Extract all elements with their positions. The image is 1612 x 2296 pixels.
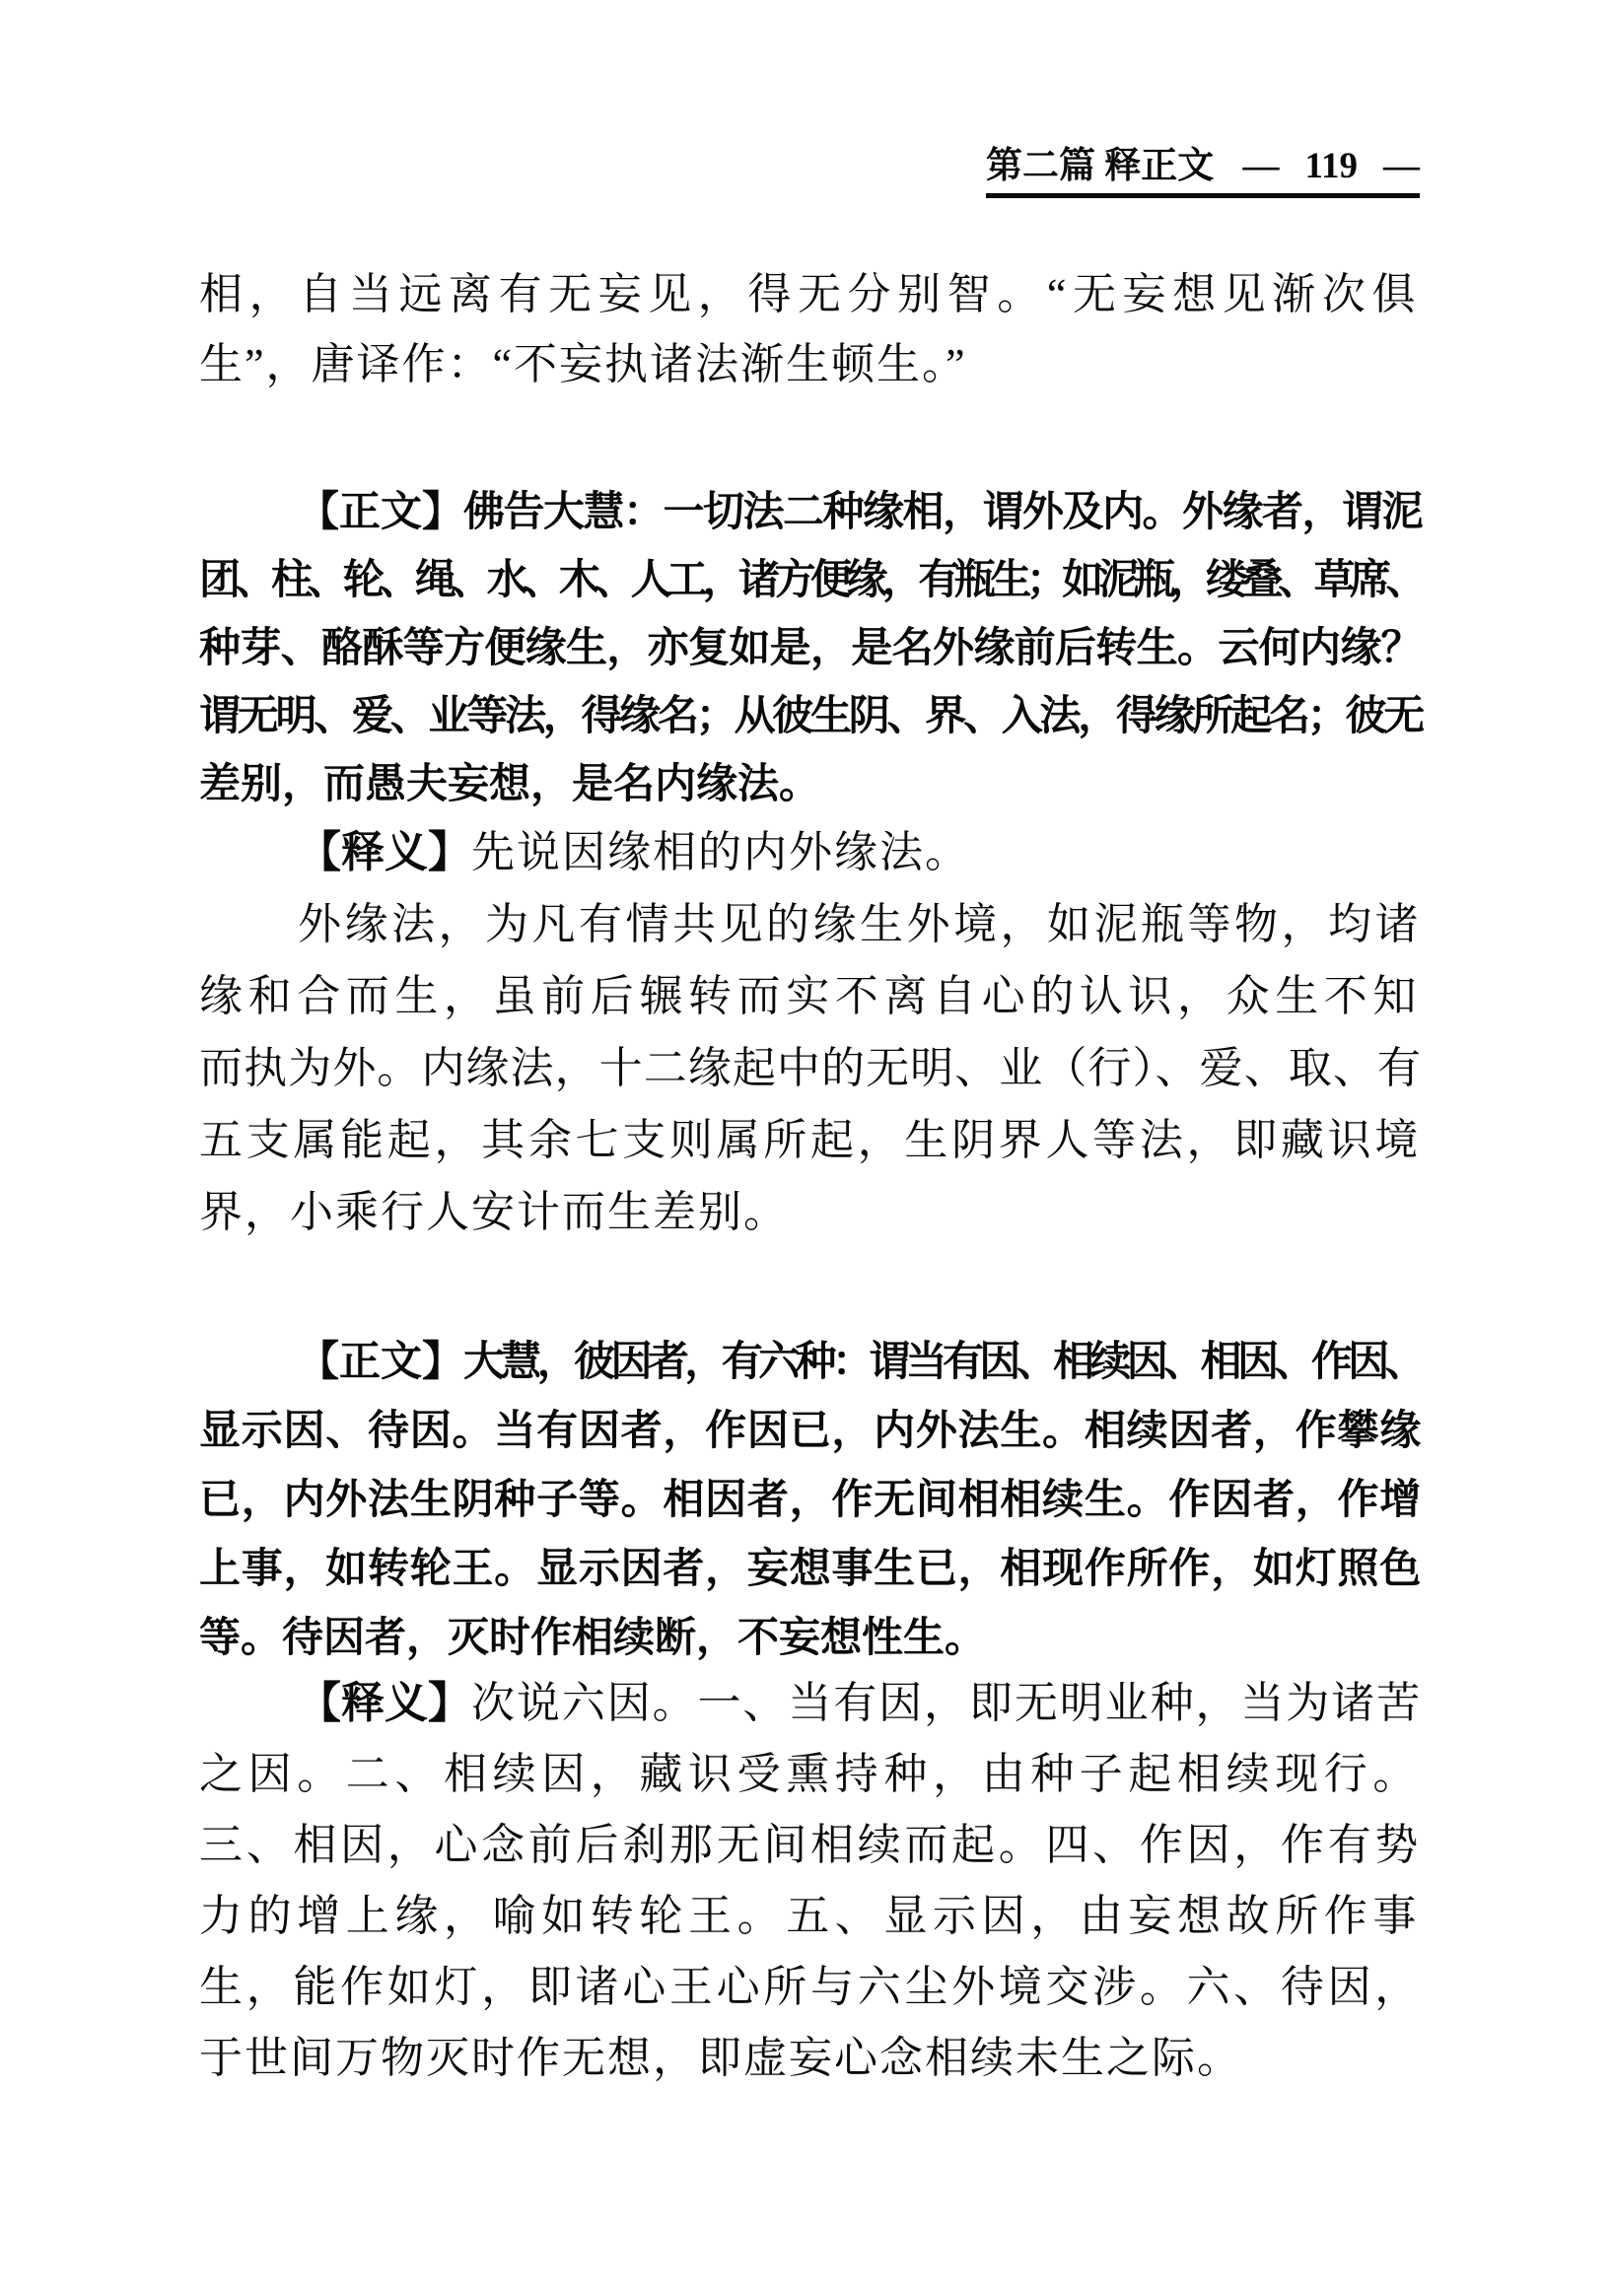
text-line xyxy=(199,1327,1422,1396)
line-text: 三、相因，心念前后刹那无间相续而起。四、作因，作有势 xyxy=(199,1821,1422,1869)
folio xyxy=(1243,146,1420,187)
text-line xyxy=(199,1739,1422,1810)
line-text: 大慧，彼因者，有六种：谓当有因、相续因、相因、作因、 xyxy=(463,1338,1422,1384)
paragraph-shiyi-2 xyxy=(199,1668,1422,2094)
text-line xyxy=(199,477,1422,545)
line-text: 外缘法，为凡有情共见的缘生外境，如泥瓶等物，均诸 xyxy=(298,900,1422,948)
text-line xyxy=(199,1104,1422,1176)
chapter-title: 第二篇 释正文 xyxy=(986,146,1215,186)
line-text: 团、柱、轮、绳、水、木、人工，诸方便缘，有瓶生；如泥瓶，缕叠、草席、 xyxy=(199,556,1422,602)
text-line xyxy=(199,1603,1422,1672)
line-text: 而执为外。内缘法，十二缘起中的无明、业（行）、爱、取、有 xyxy=(199,1044,1422,1092)
section-label: 【释义】 xyxy=(298,1679,471,1727)
paragraph-shiyi-1 xyxy=(199,816,1422,1248)
folio-dash-right: — xyxy=(1383,146,1420,186)
line-text: 谓无明、爱、业等法，得缘名；从彼生阴、界、入法，得缘所起名；彼无 xyxy=(199,692,1422,738)
paragraph-zhengwen-2 xyxy=(199,1327,1422,1672)
text-line xyxy=(199,1952,1422,2023)
paragraph-continuation xyxy=(199,259,1422,399)
section-label: 【释义】 xyxy=(298,828,471,876)
folio-dash-left: — xyxy=(1242,146,1280,186)
line-text: 种芽、酪酥等方便缘生，亦复如是，是名外缘前后转生。云何内缘？ xyxy=(199,624,1422,670)
line-text: 等。待因者，灭时作相续断，不妄想性生。 xyxy=(199,1614,987,1660)
text-line xyxy=(199,1810,1422,1881)
text-line xyxy=(199,2023,1422,2094)
line-text: 显示因、待因。当有因者，作因已，内外法生。相续因者，作攀缘 xyxy=(199,1407,1422,1453)
text-line xyxy=(199,960,1422,1032)
text-line xyxy=(199,1176,1422,1248)
text-line xyxy=(199,1668,1422,1739)
text-line xyxy=(199,681,1422,749)
line-text: 界，小乘行人安计而生差别。 xyxy=(199,1188,789,1236)
text-line xyxy=(199,259,1422,329)
text-line xyxy=(199,888,1422,960)
line-text: 相，自当远离有无妄见，得无分别智。“无妄想见渐次俱 xyxy=(199,270,1422,318)
line-text: 于世间万物灭时作无想，即虚妄心念相续未生之际。 xyxy=(199,2034,1242,2082)
line-text: 差别，而愚夫妄想，是名内缘法。 xyxy=(199,760,821,806)
text-line xyxy=(199,749,1422,817)
line-text: 上事，如转轮王。显示因者，妄想事生已，相现作所作，如灯照色 xyxy=(199,1545,1422,1591)
line-text: 次说六因。一、当有因，即无明业种，当为诸苦 xyxy=(471,1679,1422,1727)
section-label: 【正文】 xyxy=(298,488,464,534)
section-label: 【正文】 xyxy=(298,1338,464,1384)
line-text: 缘和合而生，虽前后辗转而实不离自心的认识，众生不知 xyxy=(199,972,1422,1020)
line-text: 五支属能起，其余七支则属所起，生阴界人等法，即藏识境 xyxy=(199,1116,1422,1164)
text-line xyxy=(199,816,1422,888)
paragraph-zhengwen-1 xyxy=(199,477,1422,817)
line-text: 生，能作如灯，即诸心王心所与六尘外境交涉。六、待因， xyxy=(199,1963,1422,2011)
line-text: 力的增上缘，喻如转轮王。五、显示因，由妄想故所作事 xyxy=(199,1892,1422,1940)
line-text: 佛告大慧：一切法二种缘相，谓外及内。外缘者，谓泥 xyxy=(463,488,1422,534)
text-line xyxy=(199,613,1422,681)
line-text: 生”，唐译作：“不妄执诸法渐生顿生。” xyxy=(199,340,967,388)
line-text: 之因。二、相续因，藏识受熏持种，由种子起相续现行。 xyxy=(199,1750,1422,1798)
text-line xyxy=(199,1396,1422,1465)
text-line xyxy=(199,1032,1422,1104)
line-text: 已，内外法生阴种子等。相因者，作无间相相续生。作因者，作增 xyxy=(199,1476,1422,1522)
text-line xyxy=(199,545,1422,613)
text-line xyxy=(199,1534,1422,1603)
page-number: 119 xyxy=(1304,146,1358,186)
text-line xyxy=(199,329,1422,399)
text-line xyxy=(199,1881,1422,1952)
text-line xyxy=(199,1465,1422,1534)
line-text: 先说因缘相的内外缘法。 xyxy=(471,828,970,876)
running-header xyxy=(986,146,1420,198)
